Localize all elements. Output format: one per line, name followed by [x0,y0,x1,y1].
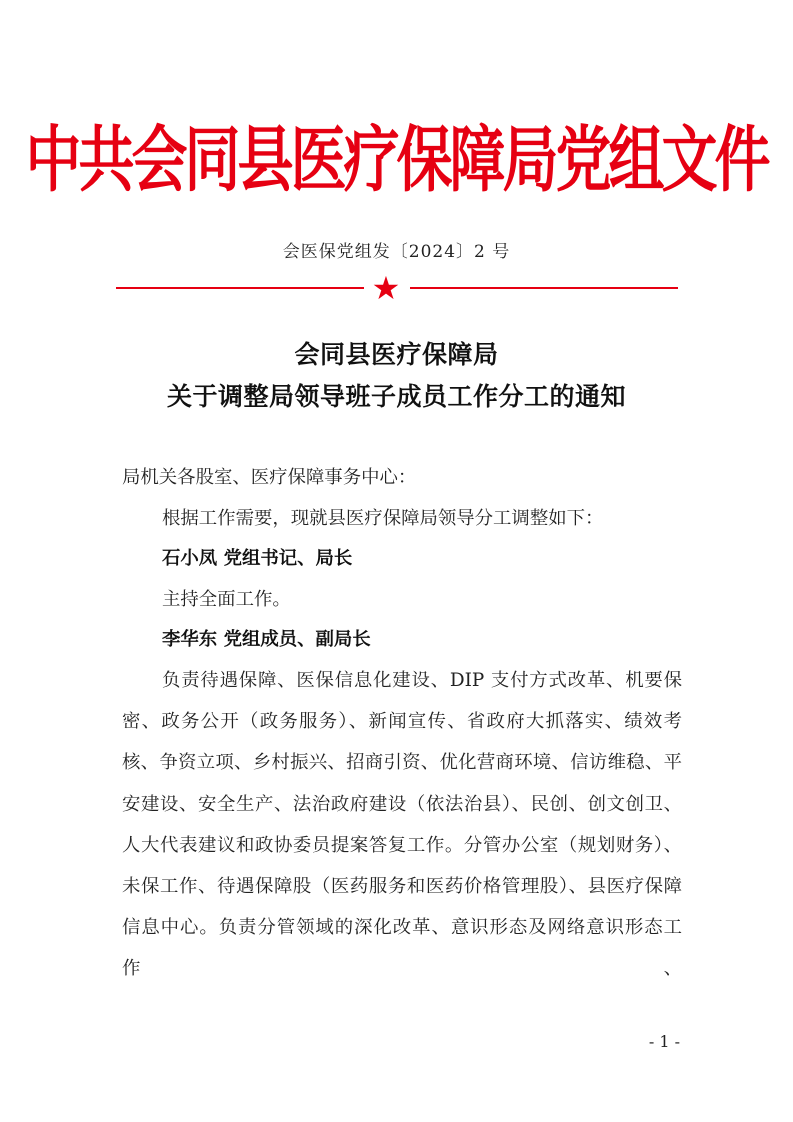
notice-title-line-2: 关于调整局领导班子成员工作分工的通知 [166,382,626,411]
leader-heading: 李华东 党组成员、副局长 [162,629,371,650]
document-number: 会医保党组发〔2024〕2 号 [282,242,511,262]
leader-duties: 负责待遇保障、医保信息化建设、DIP 支付方式改革、机要保密、政务公开（政务服务）、新闻宣传、省政府大抓落实、绩效考核、争资立项、乡村振兴、招商引资、优化营商环境、信访维稳、平安建设、安全生产、法治政府建设（依法治县）、民创、创文创卫、人大代表建议和政协委员提案答复工作。分管办公室（规划财务）、未保工作、待遇保障股（医药服务和医药价格管理股）、县医疗保障信息中心。负责分管领域的深化改革、意识形态及网络意识形态工作、 [122,670,682,980]
intro-paragraph: 根据工作需要，现就县医疗保障局领导分工调整如下： [162,508,604,529]
red-divider-left [116,287,364,289]
document-header-title: 中共会同县医疗保障局党组文件 [25,119,768,203]
red-divider-right [410,287,678,289]
salutation: 局机关各股室、医疗保障事务中心： [122,467,417,488]
page-number: - 1 - [648,1032,680,1051]
notice-title-line-1: 会同县医疗保障局 [294,340,499,369]
leader-duties: 主持全面工作。 [162,589,291,610]
star-icon: ★ [371,269,401,307]
leader-heading: 石小凤 党组书记、局长 [162,548,353,569]
